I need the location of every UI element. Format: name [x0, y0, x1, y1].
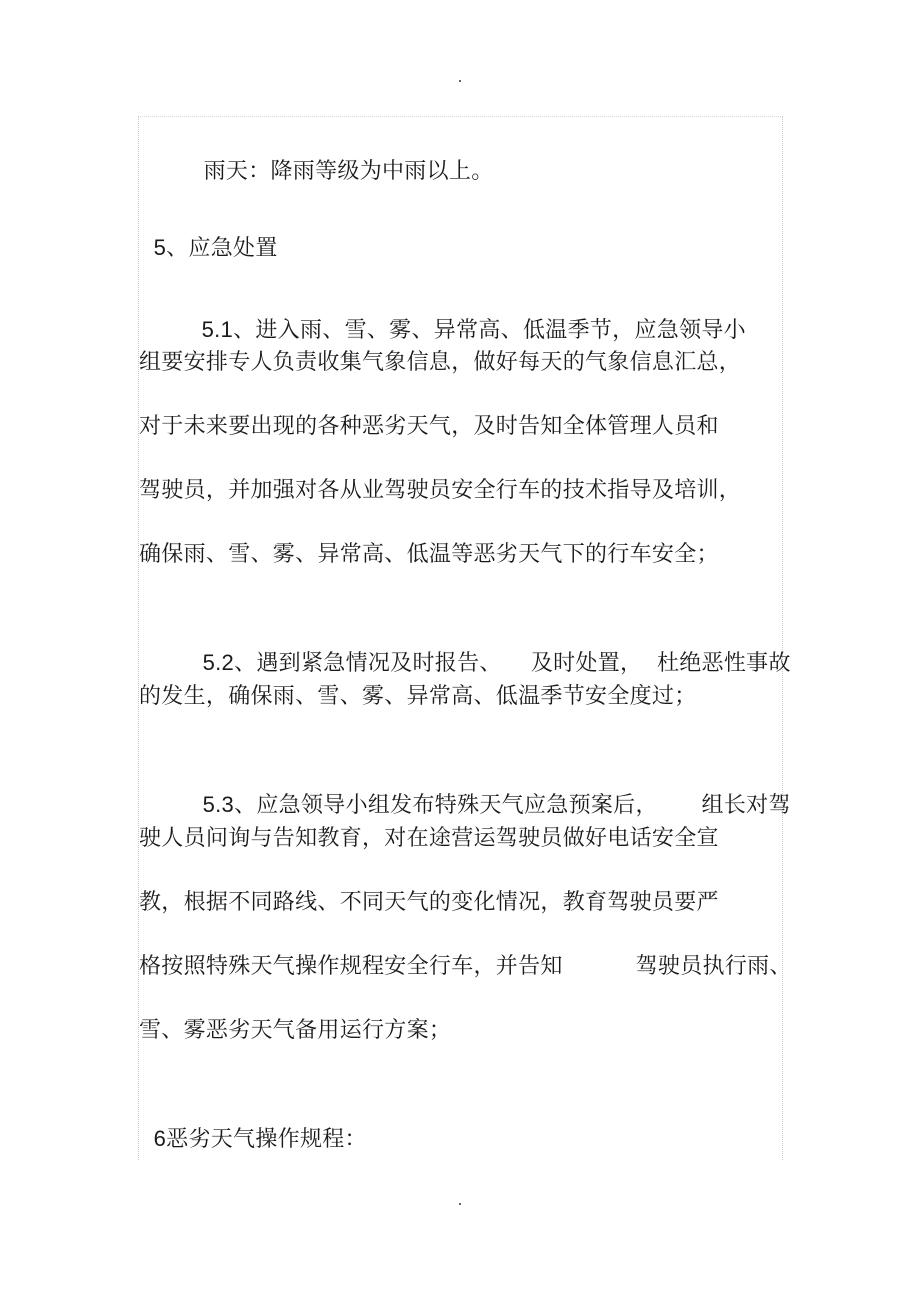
para-5-1-line-4: 驾驶员，并加强对各从业驾驶员安全行车的技术指导及培训，: [139, 478, 742, 503]
page-top-marker: [459, 80, 461, 82]
section-5-title: 、应急处置: [166, 236, 278, 261]
para-5-3-text: 、应急领导小组发布特殊天气应急预案后， 组长对驾: [234, 793, 791, 818]
para-5-3-line-3: 教，根据不同路线、不同天气的变化情况，教育驾驶员要严: [139, 890, 719, 915]
para-5-1-line-2: 组要安排专人负责收集气象信息，做好每天的气象信息汇总，: [139, 350, 742, 375]
para-5-3-line-5: 雪、雾恶劣天气备用运行方案；: [139, 1018, 452, 1043]
section-5-number: 5: [153, 235, 167, 260]
page-bottom-marker: [459, 1203, 461, 1205]
para-5-1-line-3: 对于未来要出现的各种恶劣天气，及时告知全体管理人员和: [139, 414, 719, 439]
section-6-number: 6: [153, 1126, 167, 1151]
para-5-3-line-1: [188, 760, 791, 821]
para-5-3-line-2: 驶人员问询与告知教育，对在途营运驾驶员做好电话安全宣: [139, 826, 719, 851]
para-5-1-line-1: [187, 285, 746, 346]
para-5-3-line-4: 格按照特殊天气操作规程安全行车，并告知 驾驶员执行雨、: [139, 954, 792, 979]
para-5-1-line-5: 确保雨、雪、雾、异常高、低温等恶劣天气下的行车安全；: [139, 542, 719, 567]
section-6-heading: [139, 1094, 367, 1155]
rain-definition: [189, 127, 494, 187]
para-5-1-text: 、进入雨、雪、雾、异常高、低温季节，应急领导小: [233, 318, 746, 343]
para-5-1-number: 5.1: [201, 317, 234, 342]
section-5-heading: [139, 203, 278, 264]
section-6-title: 恶劣天气操作规程：: [166, 1127, 367, 1152]
para-5-2-number: 5.2: [202, 650, 235, 675]
para-5-2-line-2: 的发生，确保雨、雪、雾、异常高、低温季节安全度过；: [139, 684, 697, 709]
para-5-2-line-1: [188, 618, 791, 679]
rain-definition-text: 雨天：降雨等级为中雨以上。: [203, 159, 494, 184]
para-5-3-number: 5.3: [202, 792, 235, 817]
para-5-2-text: 、遇到紧急情况及时报告、 及时处置， 杜绝恶性事故: [234, 651, 791, 676]
